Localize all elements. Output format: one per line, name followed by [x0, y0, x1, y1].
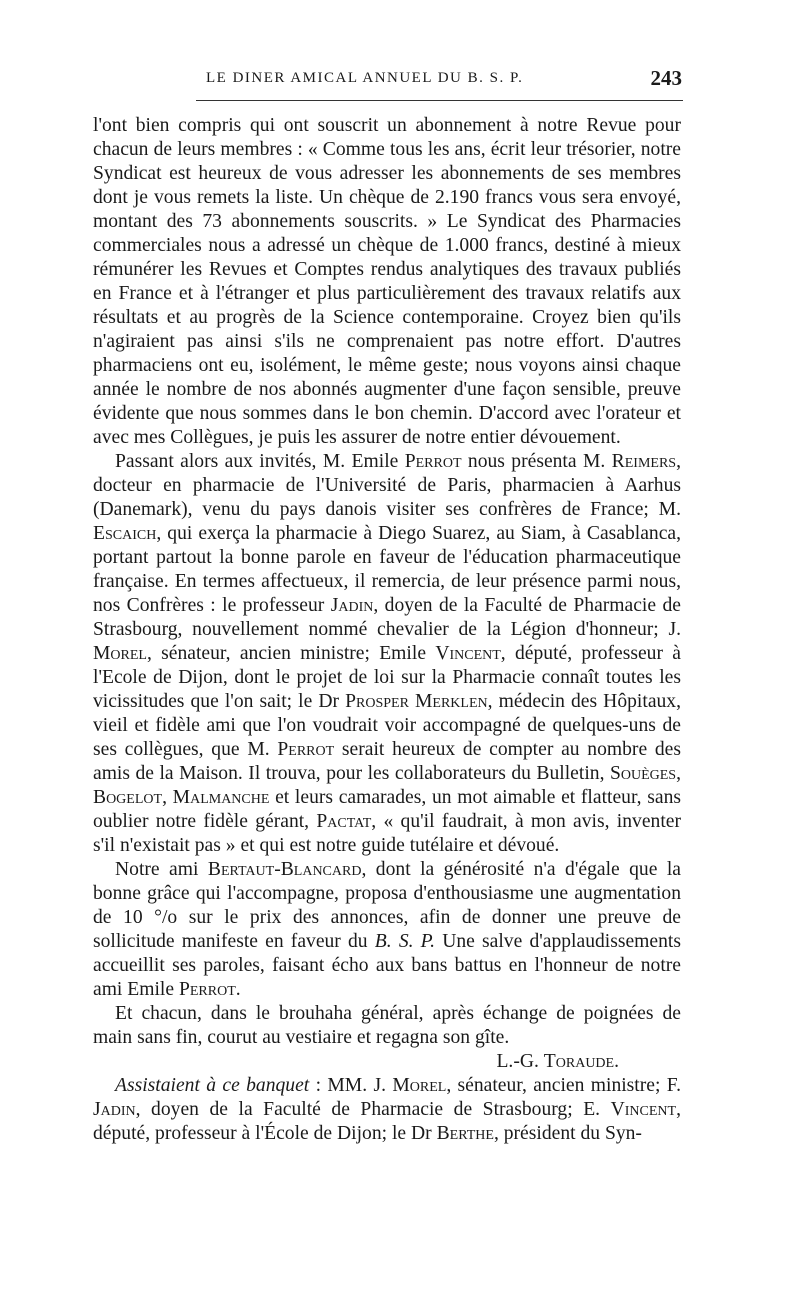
- person-name: Reimers: [611, 451, 677, 472]
- attendees-paragraph: Assistaient à ce banquet : MM. J. Morel, sénateur, ancien ministre; F. Jadin, doyen de la Faculté de Pharmacie de Strasbourg; E. Vincent, député, professeur à l'École de Dijon; le Dr Berthe, président du Syn-: [93, 1075, 681, 1144]
- attendees-lead: Assistaient à ce banquet: [115, 1075, 310, 1096]
- person-name: Bertaut-Blancard: [207, 859, 362, 880]
- person-name: Morel: [392, 1075, 447, 1096]
- person-name: Berthe: [436, 1123, 494, 1144]
- person-name: Bogelot: [93, 787, 163, 808]
- person-name: Morel: [93, 643, 147, 664]
- person-name: Malmanche: [172, 787, 270, 808]
- person-name: Perrot: [178, 979, 236, 1000]
- person-name: Jadin: [330, 595, 374, 616]
- person-name: Escaich: [93, 523, 157, 544]
- running-header: [206, 66, 684, 96]
- signature: L.-G. Toraude.: [496, 1051, 619, 1072]
- person-name: Perrot: [277, 739, 335, 760]
- person-name: Souèges: [609, 763, 677, 784]
- paragraph-4: Et chacun, dans le brouhaha général, après échange de poignées de main sans fin, courut au vestiaire et regagna son gîte.: [93, 1003, 681, 1048]
- journal-abbrev: B. S. P.: [374, 931, 436, 952]
- person-name: Perrot: [404, 451, 462, 472]
- person-name: Jadin: [93, 1099, 136, 1120]
- paragraph-2: Passant alors aux invités, M. Emile Perrot nous présenta M. Reimers, docteur en pharmacie de l'Université de Paris, pharmacien à Aarhus (Danemark), venu du pays danois visiter ses confrères de France; M. Escaich, qui exerça la pharmacie à Diego Suarez, au Siam, à Casablanca, portant partout la bonne parole en faveur de l'éducation pharmaceutique française. En termes affectueux, il remercia, de leur présence parmi nous, nos Confrères : le professeur Jadin, doyen de la Faculté de Pharmacie de Strasbourg, nouvellement nommé chevalier de la Légion d'honneur; J. Morel, sénateur, ancien ministre; Emile Vincent, député, professeur à l'Ecole de Dijon, dont le projet de loi sur la Pharmacie connaît toutes les vicissitudes que l'on sait; le Dr Prosper Merklen, médecin des Hôpitaux, vieil et fidèle ami que l'on voudrait voir accompagné de quelques-uns de ses collègues, que M. Perrot serait heureux de compter au nombre des amis de la Maison. Il trouva, pour les collaborateurs du Bulletin, Souèges, Bogelot, Malmanche et leurs camarades, un mot aimable et flatteur, sans oublier notre fidèle gérant, Pactat, « qu'il faudrait, à mon avis, inventer s'il n'existait pas » et qui est notre guide tutélaire et dévoué.: [93, 451, 682, 856]
- person-name: Prosper Merklen: [345, 691, 488, 712]
- paragraph-1: l'ont bien compris qui ont souscrit un abonnement à notre Revue pour chacun de leurs membres : « Comme tous les ans, écrit leur trésorier, notre Syndicat est heureux de vous adresser les abonnements de ses membres dont je vous remets la liste. Un chèque de 2.190 francs vous sera envoyé, montant des 73 abonnements souscrits. » Le Syndicat des Pharmacies commerciales nous a adressé un chèque de 1.000 francs, destiné à mieux rémunérer les Revues et Comptes rendus analytiques des travaux publiés en France et à l'étranger et plus particulièrement des travaux relatifs aux résultats et au progrès de la Science contemporaine. Croyez bien qu'ils n'agiraient pas ainsi s'ils ne comprenaient pas notre effort. D'autres pharmaciens ont eu, isolément, le même geste; nous voyons ainsi chaque année le nombre de nos abonnés augmenter d'une façon sensible, preuve évidente que nous sommes dans le bon chemin. D'accord avec l'orateur et avec mes Collègues, je puis les assurer de notre entier dévouement.: [93, 115, 681, 448]
- person-name: Pactat: [316, 811, 372, 832]
- paragraph-3: Notre ami Bertaut-Blancard, dont la générosité n'a d'égale que la bonne grâce qui l'accompagne, proposa d'enthousiasme une augmentation de 10 °/o sur le prix des annonces, afin de donner une preuve de sollicitude manifeste en faveur du B. S. P. Une salve d'applaudissements accueillit ses paroles, faisant écho aux bans battus en l'honneur de notre ami Emile Perrot.: [93, 859, 682, 1000]
- person-name: Vincent: [435, 643, 501, 664]
- article-body: [93, 114, 681, 1146]
- running-title: LE DINER AMICAL ANNUEL DU B. S. P.: [206, 70, 524, 86]
- person-name: Vincent: [610, 1099, 677, 1120]
- header-rule: [196, 100, 683, 101]
- page-number: 243: [650, 66, 682, 90]
